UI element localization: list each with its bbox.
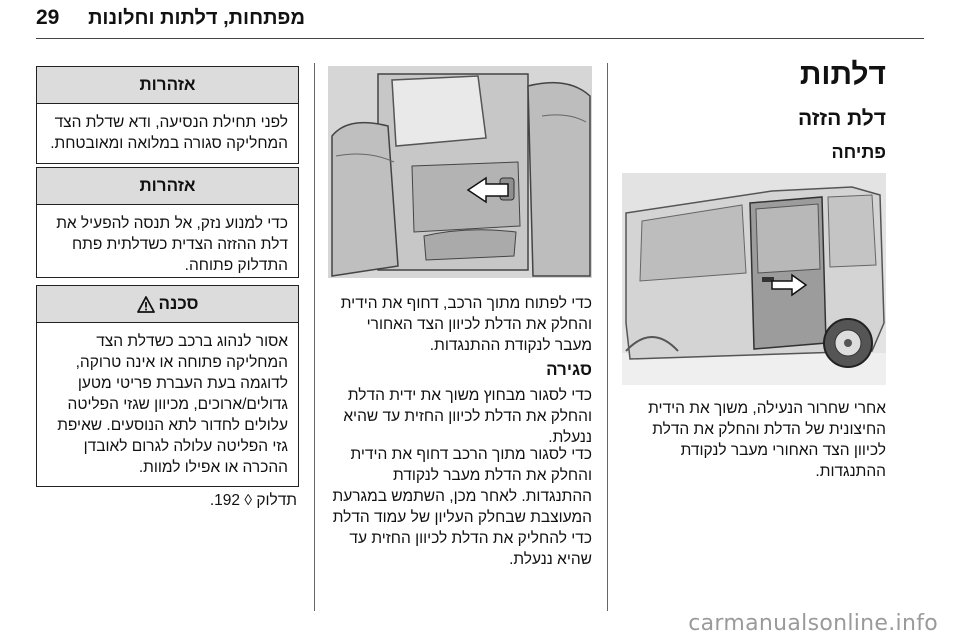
van-side-door-illustration	[622, 173, 886, 385]
danger-title: סכנה	[158, 294, 199, 313]
warning-title-2: אזהרות	[37, 168, 298, 205]
van-illustration-svg	[622, 173, 886, 385]
warning-triangle-icon	[137, 296, 155, 313]
interior-door-handle-illustration	[328, 66, 592, 278]
subsection-heading: דלת הזזה	[797, 107, 886, 130]
warning-title-1: אזהרות	[37, 67, 298, 104]
warning-box-2	[36, 167, 299, 278]
section-heading: דלתות	[799, 58, 886, 91]
column-divider-left	[314, 63, 315, 611]
closing-heading: סגירה	[546, 360, 592, 379]
warning-box-1	[36, 66, 299, 164]
warning-body-1: לפני תחילת הנסיעה, ודא שדלת הצד המחליקה סגורה במלואה ומאובטחת.	[50, 114, 288, 152]
danger-body: אסור לנהוג ברכב כשדלת הצד המחליקה פתוחה או אינה טרוקה, לדוגמה בעת העברת פריטי מטען גדולים/ארוכים, מכיוון שגזי הפליטה עלולים לחדור לתא הנוסעים. שאיפת גזי הפליטה עלולה לגרום לאובדן ההכרה או אפילו למוות.	[57, 333, 288, 476]
watermark: carmanualsonline.info	[688, 611, 938, 636]
page-number: 29	[36, 6, 60, 29]
opening-paragraph: אחרי שחרור הנעילה, משוך את הידית החיצונית של הדלת והחלק את הדלת לכיוון הצד האחורי מעבר לנקודת ההתנגדות.	[648, 400, 886, 480]
danger-header	[37, 286, 298, 323]
warning-body-2: כדי למנוע נזק, אל תנסה להפעיל את דלת ההזזה הצדית כשדלתית פתח התדלוק פתוחה.	[56, 215, 288, 274]
topic-heading: פתיחה	[831, 142, 886, 162]
header-rule	[36, 38, 924, 39]
interior-illustration-svg	[328, 66, 592, 278]
column-divider-right	[607, 63, 608, 611]
danger-box	[36, 285, 299, 487]
outside-closing-paragraph: כדי לסגור מבחוץ משוך את ידית הדלת והחלק את הדלת לכיוון החזית עד שהיא ננעלת.	[343, 387, 592, 446]
chapter-title: מפתחות, דלתות וחלונות	[88, 7, 305, 29]
cross-reference: תדלוק ◊ 192.	[209, 492, 297, 509]
inside-opening-paragraph: כדי לפתוח מתוך הרכב, דחוף את הידית והחלק את הדלת לכיוון הצד האחורי מעבר לנקודת ההתנגדות.	[340, 295, 592, 354]
inside-closing-paragraph: כדי לסגור מתוך הרכב דחוף את הידית והחלק את הדלת מעבר לנקודת ההתנגדות. לאחר מכן, השתמש במגרעת המעוצבת שבחלק העליון של עמוד הדלת כדי להחליק את הדלת לכיוון החזית עד שהיא ננעלת.	[332, 446, 592, 568]
